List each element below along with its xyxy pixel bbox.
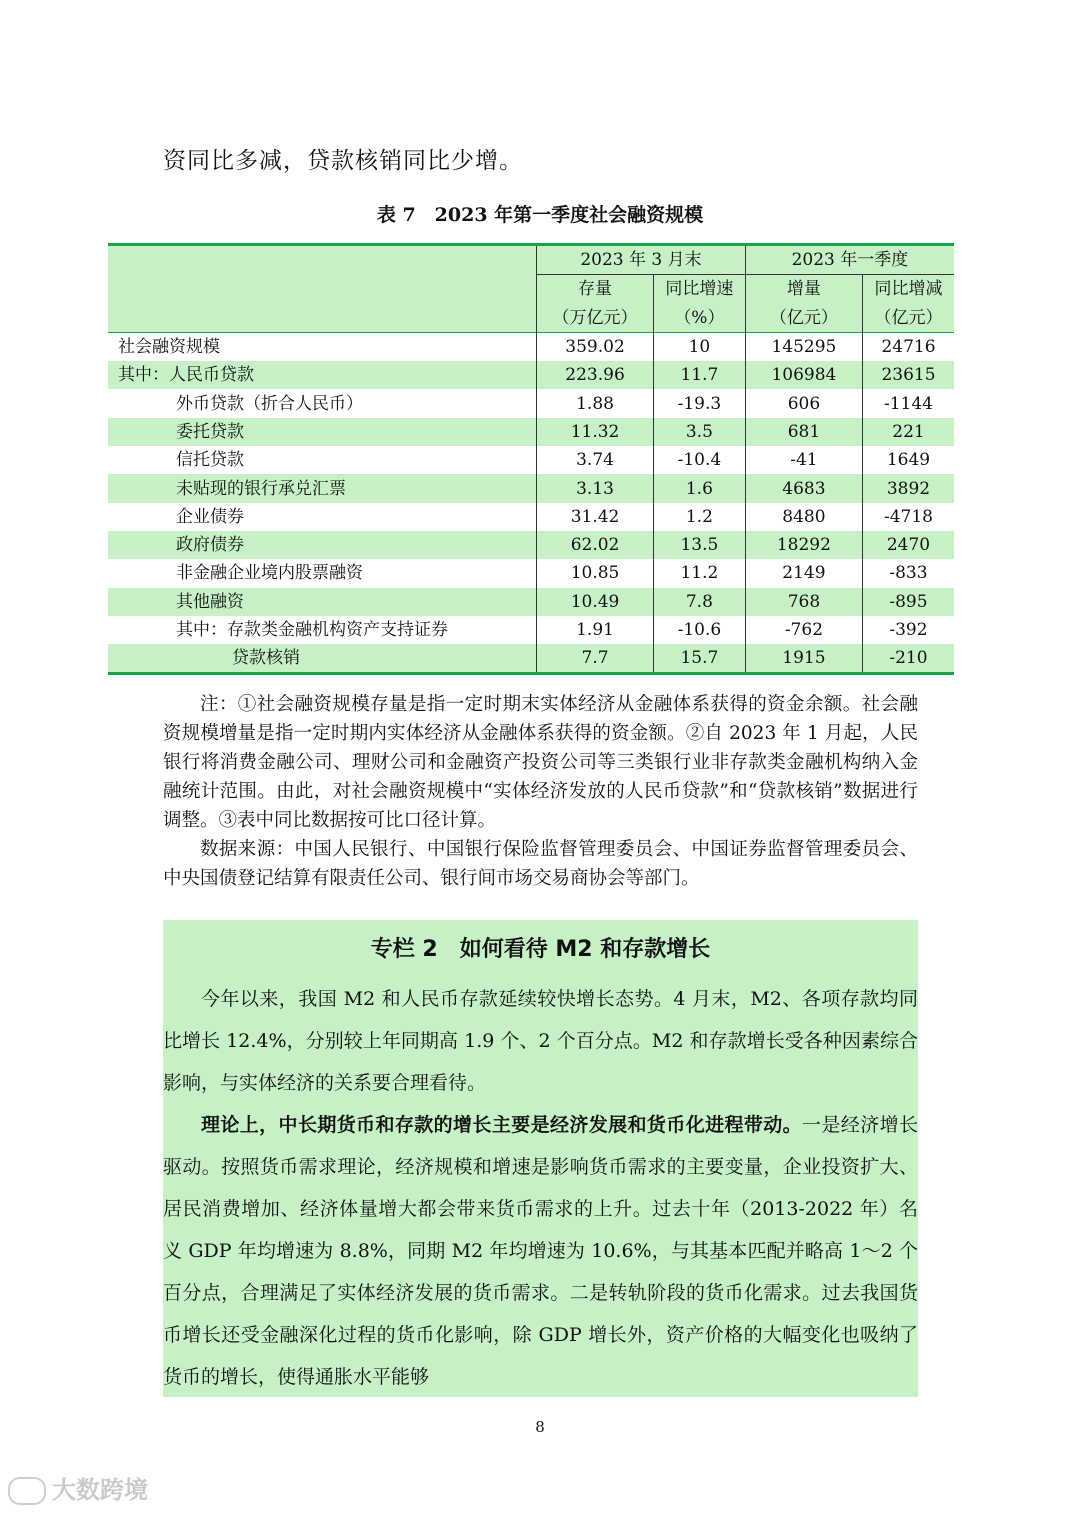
row-label: 贷款核销 [108, 644, 537, 674]
col-unit-change: （亿元） [862, 304, 954, 333]
box-paragraph-2-body: 一是经济增长驱动。按照货币需求理论，经济规模和增速是影响货币需求的主要变量，企业投资扩大、居民消费增加、经济体量增大都会带来货币需求的上升。过去十年（2013-2022 年）名义 GDP 年均增速为 8.8%，同期 M2 年均增速为 10.6%，与其基本匹配并略高 1～2 个百分点，合理满足了实体经济发展的货币需求。二是转轨阶段的货币化需求。过去我国货币增长还受金融深化过程的货币化影响，除 GDP 增长外，资产价格的大幅变化也吸纳了货币的增长，使得通胀水平能够 [163, 1114, 918, 1388]
cell-growth: 1.6 [653, 474, 745, 502]
row-label: 信托贷款 [108, 446, 537, 474]
column-box [163, 920, 918, 1397]
table-row [108, 389, 954, 417]
cell-change: 221 [862, 418, 954, 446]
financing-table [108, 243, 954, 675]
row-label: 企业债券 [108, 503, 537, 531]
table-row [108, 503, 954, 531]
col-header-growth: 同比增速 [653, 275, 745, 304]
cell-growth: 11.7 [653, 361, 745, 389]
watermark-logo-icon [8, 1477, 46, 1505]
cell-stock: 7.7 [537, 644, 654, 674]
cell-increment: -41 [745, 446, 862, 474]
table-row [108, 446, 954, 474]
col-header-increment: 增量 [745, 275, 862, 304]
cell-stock: 1.91 [537, 616, 654, 644]
cell-change: 23615 [862, 361, 954, 389]
page-number: 8 [535, 1418, 545, 1436]
cell-change: -210 [862, 644, 954, 674]
cell-stock: 11.32 [537, 418, 654, 446]
row-label: 未贴现的银行承兑汇票 [108, 474, 537, 502]
cell-change: 2470 [862, 531, 954, 559]
watermark-text: 大数跨境 [52, 1476, 148, 1504]
cell-stock: 62.02 [537, 531, 654, 559]
cell-growth: -10.6 [653, 616, 745, 644]
cell-change: -4718 [862, 503, 954, 531]
cell-change: -833 [862, 559, 954, 587]
col-header-change: 同比增减 [862, 275, 954, 304]
cell-increment: -762 [745, 616, 862, 644]
row-label: 非金融企业境内股票融资 [108, 559, 537, 587]
cell-stock: 10.85 [537, 559, 654, 587]
cell-stock: 1.88 [537, 389, 654, 417]
header-blank [108, 245, 537, 333]
cell-increment: 18292 [745, 531, 862, 559]
cell-growth: 3.5 [653, 418, 745, 446]
cell-growth: -19.3 [653, 389, 745, 417]
cell-change: -392 [862, 616, 954, 644]
cell-increment: 1915 [745, 644, 862, 674]
group-header-stock: 2023 年 3 月末 [537, 245, 746, 275]
box-paragraph-1: 今年以来，我国 M2 和人民币存款延续较快增长态势。4 月末，M2、各项存款均同比增长 12.4%，分别较上年同期高 1.9 个、2 个百分点。M2 和存款增长受各种因素综合影响，与实体经济的关系要合理看待。 [163, 988, 918, 1094]
cell-growth: 1.2 [653, 503, 745, 531]
col-unit-stock: （万亿元） [537, 304, 654, 333]
cell-change: 1649 [862, 446, 954, 474]
cell-change: -1144 [862, 389, 954, 417]
table-row [108, 418, 954, 446]
box-paragraph-2 [163, 1104, 918, 1398]
table-title: 表 7 2023 年第一季度社会融资规模 [376, 204, 704, 226]
table-row [108, 332, 954, 361]
cell-stock: 359.02 [537, 332, 654, 361]
group-header-flow: 2023 年一季度 [745, 245, 954, 275]
table-row [108, 616, 954, 644]
row-label: 其中：人民币贷款 [108, 361, 537, 389]
col-unit-growth: （%） [653, 304, 745, 333]
source-text: 数据来源：中国人民银行、中国银行保险监督管理委员会、中国证券监督管理委员会、中央国债登记结算有限责任公司、银行间市场交易商协会等部门。 [163, 839, 918, 889]
cell-growth: 10 [653, 332, 745, 361]
cell-increment: 106984 [745, 361, 862, 389]
lead-text: 资同比多减，贷款核销同比少增。 [163, 148, 523, 174]
row-label: 其他融资 [108, 588, 537, 616]
cell-increment: 768 [745, 588, 862, 616]
cell-stock: 3.74 [537, 446, 654, 474]
cell-increment: 2149 [745, 559, 862, 587]
table-row [108, 559, 954, 587]
cell-increment: 681 [745, 418, 862, 446]
cell-stock: 10.49 [537, 588, 654, 616]
col-unit-increment: （亿元） [745, 304, 862, 333]
table-row [108, 474, 954, 502]
cell-increment: 145295 [745, 332, 862, 361]
cell-stock: 3.13 [537, 474, 654, 502]
cell-stock: 31.42 [537, 503, 654, 531]
table-row [108, 588, 954, 616]
table-row [108, 644, 954, 674]
cell-change: 3892 [862, 474, 954, 502]
row-label: 委托贷款 [108, 418, 537, 446]
box-paragraph-2-lead: 理论上，中长期货币和存款的增长主要是经济发展和货币化进程带动。 [201, 1114, 803, 1136]
cell-growth: 13.5 [653, 531, 745, 559]
row-label: 其中：存款类金融机构资产支持证券 [108, 616, 537, 644]
table-row [108, 531, 954, 559]
col-header-stock: 存量 [537, 275, 654, 304]
table-notes [163, 690, 918, 893]
cell-growth: -10.4 [653, 446, 745, 474]
note-text: 注：①社会融资规模存量是指一定时期末实体经济从金融体系获得的资金余额。社会融资规模增量是指一定时期内实体经济从金融体系获得的资金额。②自 2023 年 1 月起，人民银行将消费金融公司、理财公司和金融资产投资公司等三类银行业非存款类金融机构纳入金融统计范围。由此，对社会融资规模中“实体经济发放的人民币贷款”和“贷款核销”数据进行调整。③表中同比数据按可比口径计算。 [163, 694, 918, 831]
table-row [108, 361, 954, 389]
row-label: 社会融资规模 [108, 332, 537, 361]
cell-increment: 8480 [745, 503, 862, 531]
cell-growth: 11.2 [653, 559, 745, 587]
cell-change: -895 [862, 588, 954, 616]
cell-increment: 606 [745, 389, 862, 417]
box-title: 专栏 2 如何看待 M2 和存款增长 [370, 937, 711, 962]
cell-increment: 4683 [745, 474, 862, 502]
cell-growth: 7.8 [653, 588, 745, 616]
row-label: 政府债券 [108, 531, 537, 559]
cell-stock: 223.96 [537, 361, 654, 389]
cell-change: 24716 [862, 332, 954, 361]
cell-growth: 15.7 [653, 644, 745, 674]
row-label: 外币贷款（折合人民币） [108, 389, 537, 417]
watermark [8, 1470, 148, 1505]
